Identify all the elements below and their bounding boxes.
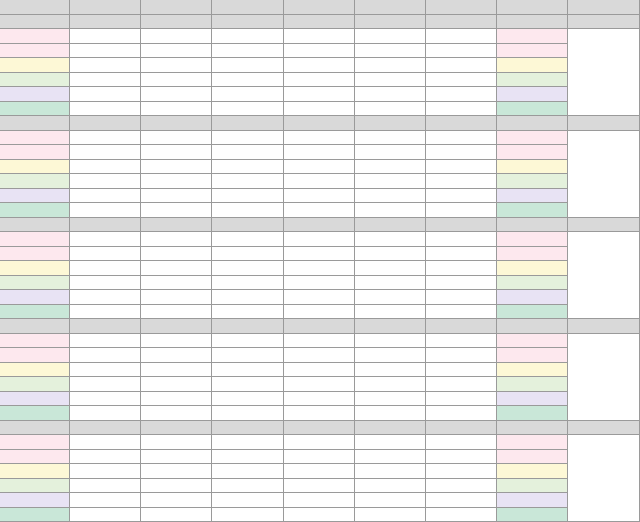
schedule-cell[interactable] <box>212 29 284 44</box>
row-label <box>0 508 70 522</box>
week-label <box>0 116 70 131</box>
date-number <box>70 421 141 436</box>
schedule-cell[interactable] <box>355 305 426 320</box>
schedule-cell[interactable] <box>284 29 355 44</box>
row-label <box>0 261 70 276</box>
week-note-header <box>568 15 640 30</box>
schedule-cell[interactable] <box>284 479 355 494</box>
row-label <box>0 247 70 262</box>
schedule-cell[interactable] <box>355 174 426 189</box>
row-label <box>0 58 70 73</box>
schedule-cell[interactable] <box>141 174 212 189</box>
row-label <box>0 377 70 392</box>
schedule-cell[interactable] <box>355 392 426 407</box>
row-label <box>0 87 70 102</box>
schedule-cell[interactable] <box>284 406 355 421</box>
schedule-cell[interactable] <box>141 508 212 522</box>
schedule-cell[interactable] <box>497 44 568 59</box>
schedule-cell[interactable] <box>212 377 284 392</box>
schedule-cell[interactable] <box>497 131 568 146</box>
schedule-cell[interactable] <box>141 290 212 305</box>
schedule-cell[interactable] <box>284 348 355 363</box>
schedule-cell[interactable] <box>284 232 355 247</box>
schedule-cell[interactable] <box>355 450 426 465</box>
schedule-cell[interactable] <box>141 435 212 450</box>
schedule-cell[interactable] <box>355 334 426 349</box>
schedule-cell[interactable] <box>497 334 568 349</box>
schedule-cell[interactable] <box>212 44 284 59</box>
row-label <box>0 479 70 494</box>
schedule-cell[interactable] <box>141 334 212 349</box>
date-number <box>212 116 284 131</box>
date-number <box>426 15 497 30</box>
schedule-cell[interactable] <box>284 131 355 146</box>
schedule-cell[interactable] <box>70 102 141 117</box>
schedule-cell[interactable] <box>70 145 141 160</box>
date-number <box>497 218 568 233</box>
date-number <box>141 218 212 233</box>
schedule-cell[interactable] <box>141 305 212 320</box>
schedule-cell[interactable] <box>141 261 212 276</box>
schedule-cell[interactable] <box>284 290 355 305</box>
schedule-cell[interactable] <box>426 508 497 522</box>
schedule-cell[interactable] <box>212 145 284 160</box>
schedule-cell[interactable] <box>141 377 212 392</box>
schedule-cell[interactable] <box>355 348 426 363</box>
schedule-cell[interactable] <box>497 450 568 465</box>
schedule-cell[interactable] <box>426 377 497 392</box>
schedule-cell[interactable] <box>497 160 568 175</box>
schedule-cell[interactable] <box>284 261 355 276</box>
schedule-cell[interactable] <box>284 508 355 522</box>
schedule-cell[interactable] <box>497 290 568 305</box>
row-label <box>0 450 70 465</box>
schedule-cell[interactable] <box>355 44 426 59</box>
schedule-cell[interactable] <box>141 102 212 117</box>
schedule-cell[interactable] <box>497 406 568 421</box>
date-number <box>497 116 568 131</box>
schedule-cell[interactable] <box>355 247 426 262</box>
schedule-cell[interactable] <box>284 464 355 479</box>
schedule-cell[interactable] <box>497 377 568 392</box>
schedule-cell[interactable] <box>70 450 141 465</box>
date-number <box>70 116 141 131</box>
schedule-cell[interactable] <box>70 160 141 175</box>
schedule-cell[interactable] <box>141 450 212 465</box>
week-label <box>0 15 70 30</box>
schedule-cell[interactable] <box>497 305 568 320</box>
schedule-cell[interactable] <box>212 58 284 73</box>
schedule-cell[interactable] <box>497 363 568 378</box>
week-note-header <box>568 116 640 131</box>
row-label <box>0 392 70 407</box>
schedule-cell[interactable] <box>426 87 497 102</box>
schedule-cell[interactable] <box>70 58 141 73</box>
schedule-cell[interactable] <box>70 276 141 291</box>
schedule-cell[interactable] <box>284 102 355 117</box>
date-number <box>70 15 141 30</box>
schedule-cell[interactable] <box>212 435 284 450</box>
schedule-cell[interactable] <box>141 203 212 218</box>
schedule-cell[interactable] <box>426 493 497 508</box>
schedule-cell[interactable] <box>497 145 568 160</box>
schedule-cell[interactable] <box>212 189 284 204</box>
schedule-cell[interactable] <box>284 44 355 59</box>
schedule-cell[interactable] <box>70 334 141 349</box>
schedule-cell[interactable] <box>70 493 141 508</box>
row-label <box>0 305 70 320</box>
schedule-cell[interactable] <box>426 131 497 146</box>
schedule-cell[interactable] <box>355 435 426 450</box>
schedule-cell[interactable] <box>497 232 568 247</box>
schedule-cell[interactable] <box>212 305 284 320</box>
schedule-cell[interactable] <box>141 58 212 73</box>
schedule-cell[interactable] <box>426 29 497 44</box>
schedule-cell[interactable] <box>284 58 355 73</box>
row-label <box>0 406 70 421</box>
schedule-cell[interactable] <box>70 87 141 102</box>
schedule-cell[interactable] <box>141 131 212 146</box>
schedule-cell[interactable] <box>355 363 426 378</box>
schedule-cell[interactable] <box>70 203 141 218</box>
schedule-cell[interactable] <box>497 203 568 218</box>
schedule-cell[interactable] <box>426 44 497 59</box>
schedule-cell[interactable] <box>141 493 212 508</box>
schedule-cell[interactable] <box>70 261 141 276</box>
schedule-cell[interactable] <box>497 261 568 276</box>
week-note-header <box>568 421 640 436</box>
header-day <box>497 0 568 15</box>
row-label <box>0 174 70 189</box>
schedule-cell[interactable] <box>497 435 568 450</box>
schedule-cell[interactable] <box>212 392 284 407</box>
schedule-cell[interactable] <box>70 189 141 204</box>
schedule-cell[interactable] <box>355 73 426 88</box>
schedule-cell[interactable] <box>355 87 426 102</box>
schedule-cell[interactable] <box>284 334 355 349</box>
schedule-cell[interactable] <box>212 160 284 175</box>
header-day <box>70 0 141 15</box>
date-number <box>212 15 284 30</box>
date-number <box>355 421 426 436</box>
schedule-cell[interactable] <box>355 203 426 218</box>
header-category <box>0 0 70 15</box>
schedule-cell[interactable] <box>141 160 212 175</box>
schedule-cell[interactable] <box>497 102 568 117</box>
schedule-cell[interactable] <box>284 189 355 204</box>
date-number <box>141 319 212 334</box>
row-label <box>0 203 70 218</box>
schedule-cell[interactable] <box>426 435 497 450</box>
date-number <box>426 319 497 334</box>
schedule-cell[interactable] <box>426 479 497 494</box>
schedule-cell[interactable] <box>426 464 497 479</box>
schedule-cell[interactable] <box>70 464 141 479</box>
schedule-cell[interactable] <box>355 508 426 522</box>
schedule-cell[interactable] <box>497 247 568 262</box>
schedule-cell[interactable] <box>426 392 497 407</box>
schedule-cell[interactable] <box>355 102 426 117</box>
schedule-cell[interactable] <box>141 87 212 102</box>
schedule-cell[interactable] <box>212 261 284 276</box>
schedule-cell[interactable] <box>355 276 426 291</box>
schedule-cell[interactable] <box>212 232 284 247</box>
schedule-cell[interactable] <box>426 232 497 247</box>
schedule-cell[interactable] <box>212 334 284 349</box>
date-number <box>426 116 497 131</box>
schedule-cell[interactable] <box>355 160 426 175</box>
schedule-cell[interactable] <box>70 131 141 146</box>
schedule-cell[interactable] <box>284 276 355 291</box>
week-notes <box>568 232 640 319</box>
date-number <box>355 116 426 131</box>
header-day <box>355 0 426 15</box>
schedule-cell[interactable] <box>426 276 497 291</box>
schedule-cell[interactable] <box>212 479 284 494</box>
schedule-cell[interactable] <box>355 464 426 479</box>
row-label <box>0 189 70 204</box>
date-number <box>284 319 355 334</box>
schedule-cell[interactable] <box>426 189 497 204</box>
schedule-cell[interactable] <box>284 377 355 392</box>
schedule-cell[interactable] <box>284 435 355 450</box>
schedule-cell[interactable] <box>426 406 497 421</box>
schedule-cell[interactable] <box>141 363 212 378</box>
header-day <box>212 0 284 15</box>
date-number <box>70 319 141 334</box>
schedule-cell[interactable] <box>141 145 212 160</box>
schedule-cell[interactable] <box>70 247 141 262</box>
row-label <box>0 29 70 44</box>
schedule-cell[interactable] <box>497 58 568 73</box>
row-label <box>0 232 70 247</box>
schedule-cell[interactable] <box>497 348 568 363</box>
schedule-cell[interactable] <box>284 305 355 320</box>
schedule-cell[interactable] <box>141 464 212 479</box>
schedule-cell[interactable] <box>355 58 426 73</box>
schedule-cell[interactable] <box>70 508 141 522</box>
week-note-header <box>568 218 640 233</box>
schedule-cell[interactable] <box>284 493 355 508</box>
schedule-cell[interactable] <box>284 87 355 102</box>
date-number <box>426 421 497 436</box>
schedule-cell[interactable] <box>284 174 355 189</box>
schedule-cell[interactable] <box>212 87 284 102</box>
schedule-cell[interactable] <box>426 247 497 262</box>
date-number <box>497 15 568 30</box>
week-label <box>0 319 70 334</box>
schedule-cell[interactable] <box>212 276 284 291</box>
schedule-cell[interactable] <box>70 305 141 320</box>
schedule-cell[interactable] <box>212 290 284 305</box>
schedule-cell[interactable] <box>497 189 568 204</box>
schedule-cell[interactable] <box>141 479 212 494</box>
schedule-cell[interactable] <box>212 508 284 522</box>
row-label <box>0 131 70 146</box>
schedule-cell[interactable] <box>426 145 497 160</box>
header-day <box>284 0 355 15</box>
date-number <box>212 218 284 233</box>
schedule-cell[interactable] <box>426 102 497 117</box>
schedule-cell[interactable] <box>426 334 497 349</box>
schedule-cell[interactable] <box>426 348 497 363</box>
schedule-cell[interactable] <box>70 44 141 59</box>
date-number <box>497 421 568 436</box>
schedule-cell[interactable] <box>284 73 355 88</box>
schedule-cell[interactable] <box>212 363 284 378</box>
schedule-cell[interactable] <box>141 392 212 407</box>
schedule-cell[interactable] <box>355 131 426 146</box>
week-label <box>0 421 70 436</box>
week-notes <box>568 29 640 116</box>
schedule-cell[interactable] <box>426 363 497 378</box>
date-number <box>355 218 426 233</box>
schedule-cell[interactable] <box>141 29 212 44</box>
schedule-cell[interactable] <box>497 174 568 189</box>
schedule-cell[interactable] <box>355 145 426 160</box>
schedule-cell[interactable] <box>284 363 355 378</box>
schedule-cell[interactable] <box>426 203 497 218</box>
schedule-cell[interactable] <box>284 450 355 465</box>
schedule-cell[interactable] <box>355 232 426 247</box>
schedule-cell[interactable] <box>212 247 284 262</box>
schedule-cell[interactable] <box>426 73 497 88</box>
schedule-cell[interactable] <box>70 29 141 44</box>
schedule-cell[interactable] <box>284 247 355 262</box>
schedule-cell[interactable] <box>141 406 212 421</box>
schedule-cell[interactable] <box>70 73 141 88</box>
row-label <box>0 44 70 59</box>
schedule-cell[interactable] <box>70 174 141 189</box>
date-number <box>355 319 426 334</box>
header-notes <box>568 0 640 15</box>
row-label <box>0 348 70 363</box>
schedule-cell[interactable] <box>141 247 212 262</box>
schedule-cell[interactable] <box>426 160 497 175</box>
header-day <box>426 0 497 15</box>
schedule-cell[interactable] <box>212 174 284 189</box>
row-label <box>0 334 70 349</box>
schedule-cell[interactable] <box>70 348 141 363</box>
header-day <box>141 0 212 15</box>
schedule-cell[interactable] <box>355 377 426 392</box>
schedule-cell[interactable] <box>212 73 284 88</box>
week-notes <box>568 131 640 218</box>
date-number <box>141 15 212 30</box>
schedule-cell[interactable] <box>497 87 568 102</box>
date-number <box>426 218 497 233</box>
schedule-cell[interactable] <box>212 406 284 421</box>
schedule-cell[interactable] <box>355 290 426 305</box>
date-number <box>284 421 355 436</box>
schedule-cell[interactable] <box>212 450 284 465</box>
date-number <box>355 15 426 30</box>
schedule-cell[interactable] <box>212 131 284 146</box>
row-label <box>0 493 70 508</box>
schedule-cell[interactable] <box>141 189 212 204</box>
row-label <box>0 363 70 378</box>
schedule-cell[interactable] <box>355 479 426 494</box>
schedule-cell[interactable] <box>426 261 497 276</box>
schedule-cell[interactable] <box>497 508 568 522</box>
date-number <box>284 116 355 131</box>
schedule-cell[interactable] <box>426 174 497 189</box>
date-number <box>141 421 212 436</box>
schedule-cell[interactable] <box>141 44 212 59</box>
schedule-cell[interactable] <box>70 377 141 392</box>
row-label <box>0 160 70 175</box>
schedule-cell[interactable] <box>141 276 212 291</box>
schedule-cell[interactable] <box>70 479 141 494</box>
schedule-cell[interactable] <box>141 348 212 363</box>
schedule-cell[interactable] <box>355 493 426 508</box>
schedule-cell[interactable] <box>497 392 568 407</box>
schedule-cell[interactable] <box>141 73 212 88</box>
week-note-header <box>568 319 640 334</box>
date-number <box>497 319 568 334</box>
date-number <box>70 218 141 233</box>
row-label <box>0 145 70 160</box>
schedule-cell[interactable] <box>70 392 141 407</box>
schedule-cell[interactable] <box>70 406 141 421</box>
row-label <box>0 464 70 479</box>
row-label <box>0 435 70 450</box>
week-notes <box>568 435 640 522</box>
schedule-cell[interactable] <box>355 406 426 421</box>
week-notes <box>568 334 640 421</box>
schedule-cell[interactable] <box>212 102 284 117</box>
schedule-cell[interactable] <box>426 58 497 73</box>
schedule-cell[interactable] <box>355 261 426 276</box>
schedule-cell[interactable] <box>70 363 141 378</box>
schedule-cell[interactable] <box>212 464 284 479</box>
schedule-cell[interactable] <box>426 450 497 465</box>
schedule-cell[interactable] <box>497 276 568 291</box>
schedule-cell[interactable] <box>426 290 497 305</box>
schedule-cell[interactable] <box>497 464 568 479</box>
date-number <box>141 116 212 131</box>
schedule-cell[interactable] <box>355 189 426 204</box>
schedule-cell[interactable] <box>212 203 284 218</box>
schedule-cell[interactable] <box>70 232 141 247</box>
schedule-cell[interactable] <box>355 29 426 44</box>
date-number <box>212 421 284 436</box>
schedule-cell[interactable] <box>284 160 355 175</box>
schedule-cell[interactable] <box>70 435 141 450</box>
schedule-cell[interactable] <box>70 290 141 305</box>
row-label <box>0 276 70 291</box>
schedule-cell[interactable] <box>497 493 568 508</box>
schedule-cell[interactable] <box>284 145 355 160</box>
schedule-cell[interactable] <box>497 29 568 44</box>
schedule-cell[interactable] <box>141 232 212 247</box>
date-number <box>212 319 284 334</box>
row-label <box>0 73 70 88</box>
schedule-cell[interactable] <box>497 479 568 494</box>
schedule-cell[interactable] <box>497 73 568 88</box>
row-label <box>0 102 70 117</box>
schedule-cell[interactable] <box>284 203 355 218</box>
schedule-cell[interactable] <box>212 493 284 508</box>
schedule-cell[interactable] <box>284 392 355 407</box>
schedule-cell[interactable] <box>426 305 497 320</box>
week-label <box>0 218 70 233</box>
date-number <box>284 218 355 233</box>
row-label <box>0 290 70 305</box>
date-number <box>284 15 355 30</box>
schedule-cell[interactable] <box>212 348 284 363</box>
